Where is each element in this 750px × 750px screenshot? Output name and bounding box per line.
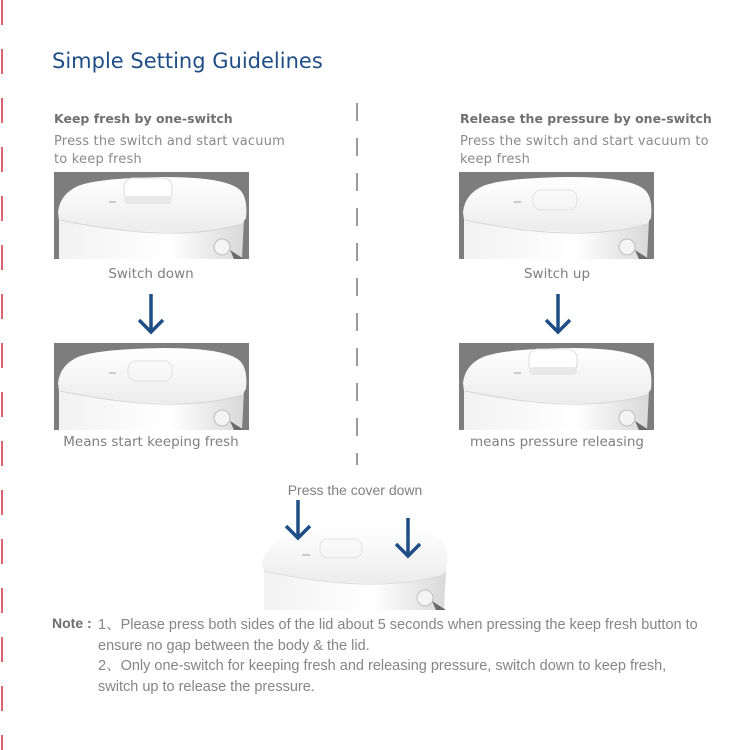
left-column-description — [54, 133, 285, 169]
note-item-1-line-1: 1、Please press both sides of the lid about 5 seconds when pressing the keep fresh button to — [98, 617, 698, 633]
right-top-caption: Switch up — [523, 266, 591, 282]
left-bottom-image — [54, 343, 249, 430]
press-cover-label: Press the cover down — [287, 482, 423, 498]
right-bottom-image — [459, 343, 654, 430]
press-down-arrow-right-icon — [393, 518, 423, 560]
container-switch-flush-image — [459, 172, 654, 259]
left-column-heading: Keep fresh by one-switch — [54, 111, 233, 126]
container-switch-raised-image — [54, 172, 249, 259]
page-edge-dashed-line — [1, 0, 3, 750]
right-description-line-1: Press the switch and start vacuum to — [460, 134, 709, 149]
right-column-heading: Release the pressure by one-switch — [460, 111, 712, 126]
right-bottom-caption: means pressure releasing — [469, 434, 644, 450]
right-column-description — [460, 133, 709, 169]
container-switch-flush-image — [54, 343, 249, 430]
down-arrow-icon — [136, 294, 166, 336]
note-item-2 — [98, 656, 718, 697]
note-label: Note : — [52, 615, 92, 631]
right-description-line-2: keep fresh — [460, 152, 531, 167]
note-item-2-line-2: switch up to release the pressure. — [98, 678, 315, 695]
left-description-line-2: to keep fresh — [54, 152, 142, 167]
left-top-caption: Switch down — [108, 266, 194, 282]
right-top-image — [459, 172, 654, 259]
container-switch-raised-image — [459, 343, 654, 430]
note-item-2-line-1: 2、Only one-switch for keeping fresh and releasing pressure, switch down to keep fresh, — [98, 658, 667, 674]
left-bottom-caption: Means start keeping fresh — [63, 434, 239, 450]
down-arrow-icon — [543, 294, 573, 336]
note-item-1-line-2: ensure no gap between the body & the lid. — [98, 637, 370, 654]
left-top-image — [54, 172, 249, 259]
press-down-arrow-left-icon — [283, 500, 313, 542]
column-divider — [356, 103, 358, 465]
page-title: Simple Setting Guidelines — [52, 49, 323, 73]
left-description-line-1: Press the switch and start vacuum — [54, 134, 285, 149]
note-item-1 — [98, 615, 718, 656]
